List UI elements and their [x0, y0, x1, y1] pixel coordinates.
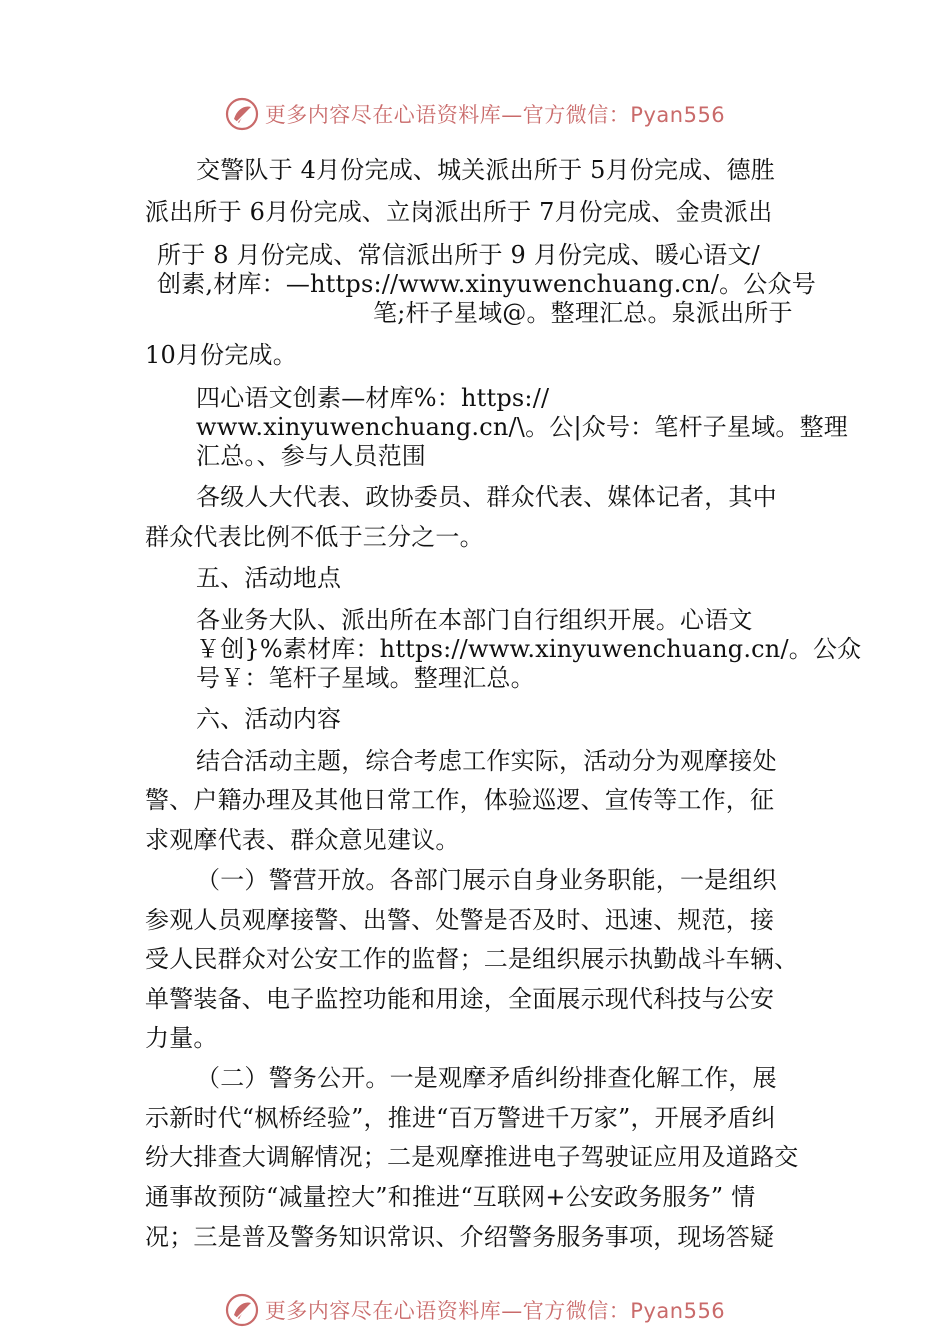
brand-logo-icon: [225, 1293, 259, 1327]
text-line: 求观摩代表、群众意见建议。: [145, 826, 460, 854]
text-line: ￥创}%素材库：https://www.xinyuwenchuang.cn/。公众: [196, 635, 862, 663]
text-line: 四心语文创素—材库%：https://: [196, 384, 550, 412]
text-line: www.xinyuwenchuang.cn/\。公|众号：笔杆子星域。整理: [196, 413, 848, 441]
text-line: 结合活动主题，综合考虑工作实际，活动分为观摩接处: [196, 747, 777, 775]
text-line: 警、户籍办理及其他日常工作，体验巡逻、宣传等工作，征: [145, 786, 775, 814]
text-line: 10月份完成。: [145, 341, 297, 369]
text-line: 单警装备、电子监控功能和用途，全面展示现代科技与公安: [145, 985, 775, 1013]
text-line: 示新时代“枫桥经验”，推进“百万警进千万家”，开展矛盾纠: [145, 1104, 776, 1132]
header-banner-text: 更多内容尽在心语资料库—官方微信：Pyan556: [264, 103, 726, 127]
text-line: 力量。: [145, 1024, 218, 1052]
text-line: 纷大排查大调解情况；二是观摩推进电子驾驶证应用及道路交: [145, 1143, 799, 1171]
text-line: 派出所于 6月份完成、立岗派出所于 7月份完成、金贵派出: [145, 198, 773, 226]
text-line: 群众代表比例不低于三分之一。: [145, 523, 484, 551]
text-line: 各级人大代表、政协委员、群众代表、媒体记者，其中: [196, 483, 777, 511]
text-line: 各业务大队、派出所在本部门自行组织开展。心语文: [196, 606, 753, 634]
text-line: 所于 8 月份完成、常信派出所于 9 月份完成、暖心语文/: [157, 241, 760, 269]
section-heading: 汇总。、参与人员范围: [196, 442, 426, 470]
footer-banner: [0, 1290, 950, 1330]
footer-banner-text: 更多内容尽在心语资料库—官方微信：Pyan556: [264, 1299, 726, 1323]
text-line: 创素,材库：—https://www.xinyuwenchuang.cn/。公众号: [157, 270, 816, 298]
text-line: 况；三是普及警务知识常识、介绍警务服务事项，现场答疑: [145, 1223, 775, 1251]
section-heading: 五、活动地点: [196, 564, 342, 592]
text-line: （二）警务公开。一是观摩矛盾纠纷排查化解工作，展: [196, 1064, 777, 1092]
text-line: 通事故预防“减量控大”和推进“互联网+公安政务服务” 情: [145, 1183, 756, 1211]
section-heading: 六、活动内容: [196, 705, 342, 733]
text-line: 号￥：笔杆子星域。整理汇总。: [196, 664, 535, 692]
brand-logo-icon: [225, 97, 259, 131]
text-line: （一）警营开放。各部门展示自身业务职能，一是组织: [196, 866, 777, 894]
text-line: 受人民群众对公安工作的监督；二是组织展示执勤战斗车辆、: [145, 945, 799, 973]
header-banner: [0, 94, 950, 134]
text-line: 笔;杆子星域@。整理汇总。泉派出所于: [373, 299, 793, 327]
text-line: 交警队于 4月份完成、城关派出所于 5月份完成、德胜: [196, 156, 775, 184]
text-line: 参观人员观摩接警、出警、处警是否及时、迅速、规范，接: [145, 906, 775, 934]
